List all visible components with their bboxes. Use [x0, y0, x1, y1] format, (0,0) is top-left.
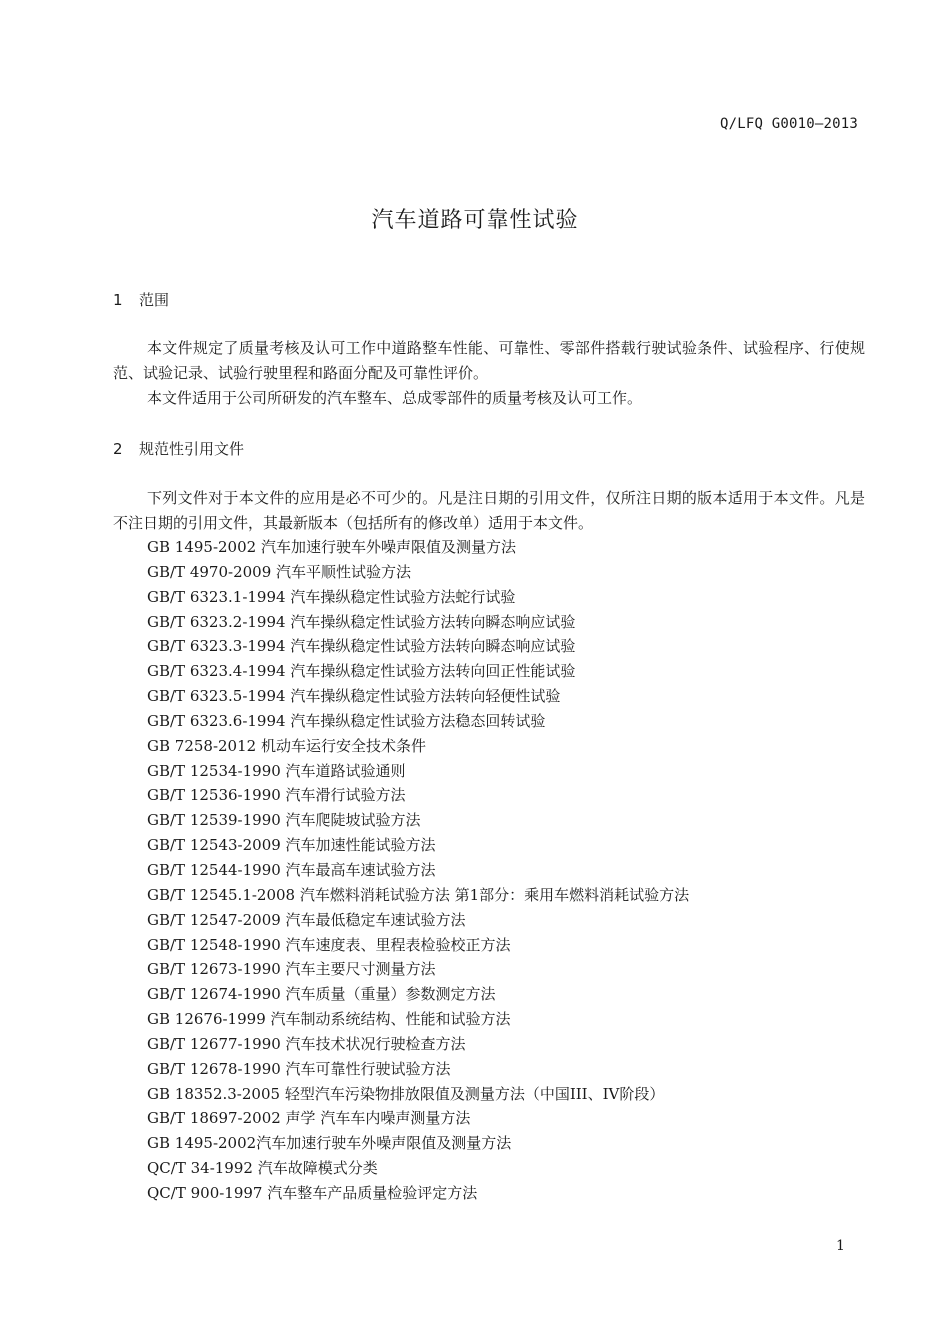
reference-item: GB 12676-1999 汽车制动系统结构、性能和试验方法: [147, 1010, 511, 1029]
reference-item: GB/T 4970-2009 汽车平顺性试验方法: [147, 562, 412, 581]
reference-item: GB/T 6323.4-1994 汽车操纵稳定性试验方法转向回正性能试验: [147, 662, 576, 681]
page-number: 1: [836, 1238, 845, 1254]
reference-item: GB/T 6323.6-1994 汽车操纵稳定性试验方法稳态回转试验: [147, 711, 546, 730]
reference-item: QC/T 34-1992 汽车故障模式分类: [147, 1159, 378, 1178]
reference-item: GB/T 12547-2009 汽车最低稳定车速试验方法: [147, 910, 466, 929]
reference-item: GB 1495-2002 汽车加速行驶车外噪声限值及测量方法: [147, 538, 516, 556]
reference-item: GB/T 12673-1990 汽车主要尺寸测量方法: [147, 960, 436, 979]
scope-paragraph-2: 本文件适用于公司所研发的汽车整车、总成零部件的质量考核及认可工作。: [147, 389, 643, 407]
reference-item: GB/T 6323.2-1994 汽车操纵稳定性试验方法转向瞬态响应试验: [147, 612, 576, 631]
reference-item: QC/T 900-1997 汽车整车产品质量检验评定方法: [147, 1183, 478, 1202]
reference-item: GB 18352.3-2005 轻型汽车污染物排放限值及测量方法（中国III、IV阶段）: [147, 1084, 665, 1103]
reference-item: GB/T 6323.1-1994 汽车操纵稳定性试验方法蛇行试验: [147, 587, 516, 606]
reference-item: GB/T 12678-1990 汽车可靠性行驶试验方法: [147, 1059, 451, 1078]
reference-item: GB 1495-2002汽车加速行驶车外噪声限值及测量方法: [147, 1134, 512, 1153]
reference-item: GB/T 12674-1990 汽车质量（重量）参数测定方法: [147, 985, 496, 1004]
reference-item: GB 7258-2012 机动车运行安全技术条件: [147, 736, 426, 755]
reference-item: GB/T 6323.5-1994 汽车操纵稳定性试验方法转向轻便性试验: [147, 687, 561, 706]
reference-item: GB/T 12539-1990 汽车爬陡坡试验方法: [147, 811, 421, 830]
reference-item: GB/T 12545.1-2008 汽车燃料消耗试验方法 第1部分：乘用车燃料消耗试验方法: [147, 885, 690, 904]
scope-paragraph-1: 本文件规定了质量考核及认可工作中道路整车性能、可靠性、零部件搭载行驶试验条件、试验程序、行使规范、试验记录、试验行驶里程和路面分配及可靠性评价。: [113, 339, 865, 382]
reference-item: GB/T 12548-1990 汽车速度表、里程表检验校正方法: [147, 935, 511, 954]
reference-item: GB/T 18697-2002 声学 汽车车内噪声测量方法: [147, 1109, 471, 1128]
section-number: 1: [113, 291, 123, 309]
reference-item: GB/T 12543-2009 汽车加速性能试验方法: [147, 836, 436, 855]
reference-item: GB/T 12677-1990 汽车技术状况行驶检查方法: [147, 1034, 466, 1053]
reference-item: GB/T 6323.3-1994 汽车操纵稳定性试验方法转向瞬态响应试验: [147, 637, 576, 656]
section-title: 范围: [139, 291, 170, 309]
section-heading-scope: [113, 289, 169, 310]
reference-item: GB/T 12534-1990 汽车道路试验通则: [147, 761, 406, 780]
references-intro-paragraph: 下列文件对于本文件的应用是必不可少的。凡是注日期的引用文件，仅所注日期的版本适用于本文件。凡是不注日期的引用文件，其最新版本（包括所有的修改单）适用于本文件。: [113, 489, 865, 532]
reference-item: GB/T 12544-1990 汽车最高车速试验方法: [147, 860, 436, 879]
section-number: 2: [113, 440, 123, 458]
reference-item: GB/T 12536-1990 汽车滑行试验方法: [147, 786, 406, 805]
reference-list: [147, 535, 689, 1206]
section-title: 规范性引用文件: [139, 440, 245, 458]
section-heading-normative-references: [113, 438, 244, 459]
document-title: 汽车道路可靠性试验: [371, 208, 579, 233]
document-code: Q/LFQ G0010—2013: [719, 116, 858, 132]
